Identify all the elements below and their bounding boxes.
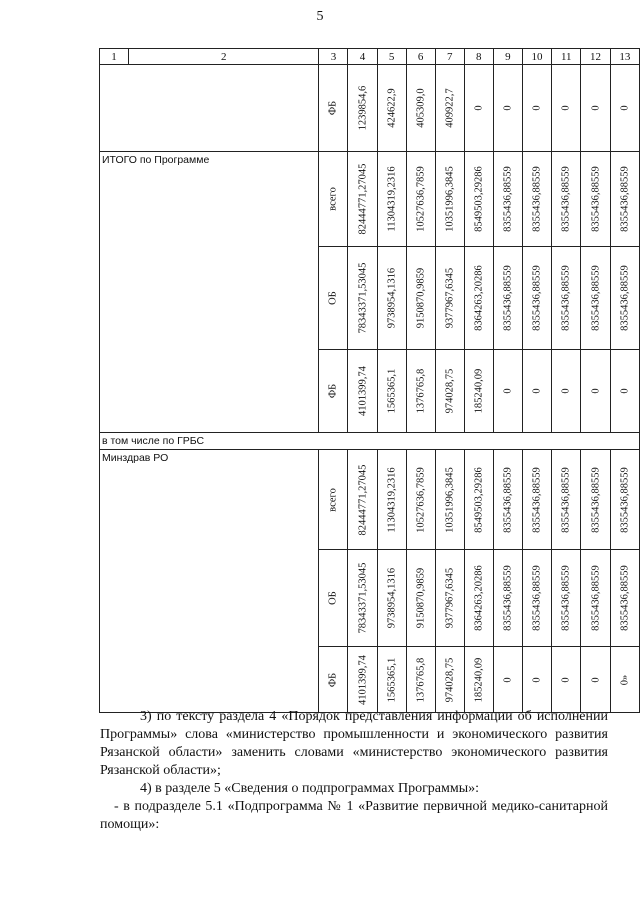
value-cell [348,647,377,713]
type-cell [319,152,348,247]
cell-value: 424622,9 [386,88,398,128]
type-cell [319,65,348,152]
value-cell [377,550,406,647]
value-cell [581,152,610,247]
cell-value: 8355436,88559 [502,565,514,631]
value-cell [377,450,406,550]
value-cell [493,65,522,152]
value-cell [348,450,377,550]
value-cell [522,450,551,550]
header-cell: 13 [610,49,639,65]
budget-table [99,48,640,713]
value-cell [552,65,581,152]
cell-value: 8549503,29286 [473,466,485,533]
itogo-label-cell [100,152,319,433]
grbs-label-cell [100,433,640,450]
cell-value: 9738954,1316 [386,567,398,629]
cell-value: 8355436,88559 [560,466,572,533]
cell-value: 8355436,88559 [560,265,572,331]
type-cell [319,247,348,350]
cell-value: 974028,75 [444,657,456,702]
value-cell [377,65,406,152]
cell-value: 0 [502,105,514,111]
value-cell [464,550,493,647]
value-cell [435,550,464,647]
value-cell [464,450,493,550]
cell-value: 4101399,74 [357,654,369,705]
cell-value: 0 [560,388,572,394]
cell-value: 8364263,20286 [473,565,485,631]
paragraph-3: 3) по тексту раздела 4 «Порядок представления информации об исполнении Программы» слова «министерство промышленности и экономического развития Рязанской области» заменить словами «министерство экономического развития Рязанской области»; [100,709,608,778]
cell-value: 9377967,6345 [444,267,456,329]
type-label: ФБ [327,672,339,687]
value-cell [406,647,435,713]
cell-value: 78343371,53045 [357,562,369,634]
cell-value: 0 [473,105,485,111]
value-cell [610,152,639,247]
value-cell [435,152,464,247]
value-cell [610,350,639,433]
value-cell [522,550,551,647]
header-cell: 5 [377,49,406,65]
empty-label-cell [100,65,319,152]
value-cell [581,450,610,550]
page-number: 5 [316,9,324,24]
header-cell: 1 [100,49,129,65]
cell-value: 405309,0 [415,88,427,128]
value-cell [377,247,406,350]
value-cell [464,350,493,433]
cell-value: 974028,75 [444,368,456,414]
value-cell [435,65,464,152]
header-cell: 9 [493,49,522,65]
header-cell: 8 [464,49,493,65]
value-cell [493,350,522,433]
cell-value: 0» [619,674,631,685]
cell-value: 8355436,88559 [590,265,602,331]
cell-value: 0 [531,388,543,394]
value-cell [435,647,464,713]
cell-value: 0 [531,105,543,111]
cell-value: 1376765,8 [415,657,427,702]
type-label: ОБ [327,291,339,305]
header-cell: 11 [552,49,581,65]
value-cell [610,65,639,152]
value-cell [522,247,551,350]
paragraph-4: 4) в разделе 5 «Сведения о подпрограммах Программы»: [140,781,480,796]
grbs-label: в том числе по ГРБС [102,435,205,447]
cell-value: 1565365,1 [386,657,398,702]
cell-value: 8355436,88559 [619,466,631,533]
cell-value: 0 [619,388,631,394]
type-cell [319,450,348,550]
header-row [100,49,640,65]
cell-value: 0 [560,105,572,111]
cell-value: 8355436,88559 [531,265,543,331]
value-cell [348,152,377,247]
cell-value: 1565365,1 [386,368,398,414]
value-cell [464,152,493,247]
cell-value: 9738954,1316 [386,267,398,329]
value-cell [522,350,551,433]
cell-value: 10527636,7859 [415,466,427,533]
cell-value: 0 [531,676,543,683]
value-cell [464,65,493,152]
type-label: ФБ [327,383,339,399]
cell-value: 11304319,2316 [386,466,398,533]
header-cell: 7 [435,49,464,65]
value-cell [493,550,522,647]
type-label: ФБ [327,100,339,116]
cell-value: 8549503,29286 [473,166,485,232]
value-cell [435,247,464,350]
value-cell [435,350,464,433]
cell-value: 8355436,88559 [560,565,572,631]
value-cell [552,550,581,647]
value-cell [435,450,464,550]
cell-value: 9377967,6345 [444,567,456,629]
type-label: всего [327,187,339,211]
minzdrav-label-cell [100,450,319,713]
type-cell [319,350,348,433]
header-cell: 3 [319,49,348,65]
cell-value: 8355436,88559 [619,166,631,232]
cell-value: 8364263,20286 [473,265,485,331]
header-cell: 4 [348,49,377,65]
value-cell [464,647,493,713]
type-label: ОБ [327,591,339,605]
cell-value: 185240,09 [473,657,485,702]
cell-value: 185240,09 [473,368,485,414]
value-cell [581,65,610,152]
cell-value: 10351996,3845 [444,466,456,533]
cell-value: 8355436,88559 [590,166,602,232]
cell-value: 8355436,88559 [619,565,631,631]
value-cell [348,247,377,350]
type-cell [319,550,348,647]
value-cell [406,247,435,350]
grbs-row [100,433,640,450]
cell-value: 8355436,88559 [502,166,514,232]
cell-value: 4101399,74 [357,366,369,416]
value-cell [610,647,639,713]
header-cell: 2 [129,49,319,65]
value-cell [406,65,435,152]
header-cell: 10 [522,49,551,65]
cell-value: 0 [619,105,631,111]
value-cell [348,350,377,433]
cell-value: 409922,7 [444,88,456,128]
table-row [100,450,640,550]
cell-value: 8355436,88559 [502,265,514,331]
cell-value: 82444771,27045 [357,464,369,535]
value-cell [464,247,493,350]
value-cell [610,247,639,350]
cell-value: 82444771,27045 [357,163,369,235]
cell-value: 10351996,3845 [444,166,456,232]
cell-value: 0 [502,676,514,683]
value-cell [406,450,435,550]
value-cell [348,550,377,647]
cell-value: 78343371,53045 [357,262,369,334]
value-cell [406,550,435,647]
type-cell [319,647,348,713]
paragraph-4-subitem: - в подразделе 5.1 «Подпрограмма № 1 «Развитие первичной медико-санитарной помощи»: [100,799,608,832]
value-cell [522,65,551,152]
value-cell [552,450,581,550]
value-cell [552,647,581,713]
cell-value: 8355436,88559 [560,166,572,232]
table-row [100,152,640,247]
cell-value: 11304319,2316 [386,166,398,232]
cell-value: 9150870,9859 [415,567,427,629]
value-cell [377,152,406,247]
cell-value: 10527636,7859 [415,166,427,232]
value-cell [377,647,406,713]
cell-value: 0 [590,105,602,111]
value-cell [552,152,581,247]
itogo-label: ИТОГО по Программе [102,154,210,166]
value-cell [581,350,610,433]
header-cell: 12 [581,49,610,65]
value-cell [493,152,522,247]
value-cell [493,647,522,713]
value-cell [377,350,406,433]
value-cell [610,450,639,550]
minzdrav-label: Минздрав РО [102,452,169,464]
cell-value: 1239854,6 [357,85,369,131]
value-cell [348,65,377,152]
value-cell [406,350,435,433]
cell-value: 8355436,88559 [619,265,631,331]
cell-value: 8355436,88559 [531,466,543,533]
value-cell [610,550,639,647]
cell-value: 8355436,88559 [590,565,602,631]
cell-value: 8355436,88559 [590,466,602,533]
cell-value: 0 [590,676,602,683]
value-cell [581,550,610,647]
cell-value: 8355436,88559 [502,466,514,533]
value-cell [406,152,435,247]
value-cell [493,247,522,350]
value-cell [522,647,551,713]
header-cell: 6 [406,49,435,65]
table-row [100,65,640,152]
value-cell [493,450,522,550]
value-cell [581,647,610,713]
cell-value: 9150870,9859 [415,267,427,329]
cell-value: 0 [502,388,514,394]
value-cell [522,152,551,247]
value-cell [581,247,610,350]
value-cell [552,350,581,433]
cell-value: 0 [590,388,602,394]
cell-value: 1376765,8 [415,368,427,414]
cell-value: 0 [560,676,572,683]
cell-value: 8355436,88559 [531,166,543,232]
cell-value: 8355436,88559 [531,565,543,631]
type-label: всего [327,487,339,512]
value-cell [552,247,581,350]
